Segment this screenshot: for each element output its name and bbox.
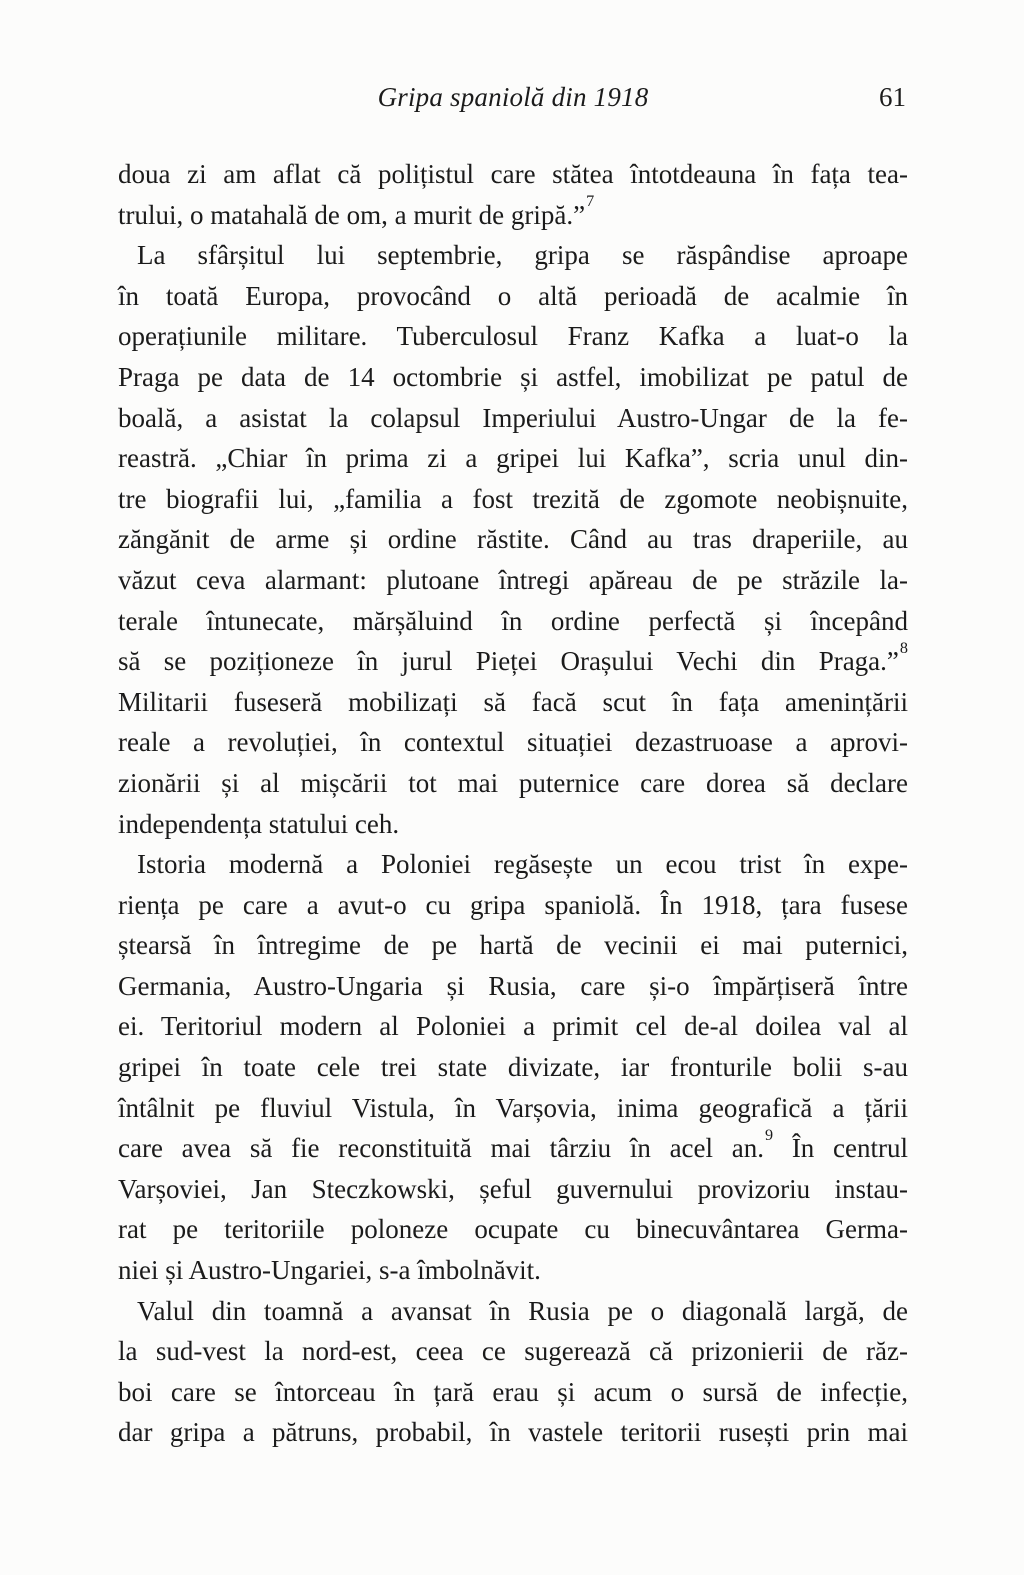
text-line bbox=[118, 357, 908, 398]
text-segment: terale întunecate, mărșăluind în ordine perfectă și începând bbox=[118, 605, 908, 636]
text-segment: trului, o matahală de om, a murit de gripă.” bbox=[118, 199, 586, 230]
text-segment: operațiunile militare. Tuberculosul Franz Kafka a luat-o la bbox=[118, 321, 908, 352]
text-line bbox=[118, 682, 908, 723]
text-segment: zăngănit de arme și ordine răstite. Când au tras draperiile, au bbox=[118, 524, 908, 555]
running-header-title: Gripa spaniolă din 1918 bbox=[377, 82, 649, 112]
text-segment: tre biografii lui, „familia a fost trezită de zgomote neobișnuite, bbox=[118, 483, 908, 514]
text-segment: întâlnit pe fluviul Vistula, în Varșovia, inima geografică a țării bbox=[118, 1092, 908, 1123]
text-segment: niei și Austro-Ungariei, s-a îmbolnăvit. bbox=[118, 1255, 541, 1286]
text-segment: care avea să fie reconstituită mai târziu în acel an. bbox=[118, 1133, 764, 1164]
text-segment: Valul din toamnă a avansat în Rusia pe o diagonală largă, de bbox=[137, 1295, 908, 1326]
text-segment: Istoria modernă a Poloniei regăsește un ecou trist în expe- bbox=[137, 849, 908, 880]
text-segment: rat pe teritoriile poloneze ocupate cu binecuvântarea Germa- bbox=[118, 1214, 908, 1245]
paragraph bbox=[118, 1291, 908, 1453]
text-segment: În centrul bbox=[773, 1133, 908, 1164]
text-segment: riența pe care a avut-o cu gripa spaniolă. În 1918, țara fusese bbox=[118, 889, 908, 920]
text-line bbox=[118, 966, 908, 1007]
text-segment: reale a revoluției, în contextul situației dezastruoase a aprovi- bbox=[118, 727, 908, 758]
text-line bbox=[118, 560, 908, 601]
text-line bbox=[118, 1412, 908, 1453]
text-line bbox=[118, 1088, 908, 1129]
text-segment: boi care se întorceau în țară erau și acum o sursă de infecție, bbox=[118, 1376, 908, 1407]
text-segment: Praga pe data de 14 octombrie și astfel, imobilizat pe patul de bbox=[118, 361, 908, 392]
text-line bbox=[118, 398, 908, 439]
text-line bbox=[118, 438, 908, 479]
footnote-reference: 9 bbox=[765, 1125, 774, 1144]
text-segment: ei. Teritoriul modern al Poloniei a primit cel de-al doilea val al bbox=[118, 1011, 908, 1042]
text-segment: gripei în toate cele trei state divizate, iar fronturile bolii s-au bbox=[118, 1052, 908, 1083]
text-line bbox=[118, 885, 908, 926]
text-segment: să se poziționeze în jurul Pieței Orașului Vechi din Praga.” bbox=[118, 646, 899, 677]
footnote-reference: 8 bbox=[899, 638, 908, 657]
text-line bbox=[118, 154, 908, 195]
text-line bbox=[118, 1250, 908, 1291]
text-line bbox=[118, 1006, 908, 1047]
text-segment: la sud-vest la nord-est, ceea ce sugerează că prizonierii de răz- bbox=[118, 1336, 908, 1367]
text-line bbox=[118, 1331, 908, 1372]
text-segment: în toată Europa, provocând o altă perioadă de acalmie în bbox=[118, 280, 908, 311]
text-line bbox=[118, 763, 908, 804]
text-line bbox=[118, 1125, 908, 1169]
text-segment: Germania, Austro-Ungaria și Rusia, care și-o împărțiseră între bbox=[118, 970, 908, 1001]
text-line bbox=[118, 1372, 908, 1413]
text-segment: văzut ceva alarmant: plutoane întregi apăreau de pe străzile la- bbox=[118, 564, 908, 595]
text-line bbox=[118, 235, 908, 276]
paragraph bbox=[118, 844, 908, 1291]
text-line bbox=[118, 601, 908, 642]
text-line bbox=[118, 316, 908, 357]
text-line bbox=[118, 638, 908, 682]
text-line bbox=[118, 519, 908, 560]
text-line bbox=[118, 722, 908, 763]
page-number: 61 bbox=[879, 82, 906, 112]
text-segment: reastră. „Chiar în prima zi a gripei lui Kafka”, scria unul din- bbox=[118, 443, 908, 474]
text-segment: zionării și al mișcării tot mai puternice care dorea să declare bbox=[118, 767, 908, 798]
text-line bbox=[118, 1047, 908, 1088]
running-header bbox=[118, 82, 908, 118]
footnote-reference: 7 bbox=[586, 192, 595, 211]
text-segment: ștearsă în întregime de pe hartă de vecinii ei mai puternici, bbox=[118, 930, 908, 961]
text-line bbox=[118, 925, 908, 966]
text-segment: dar gripa a pătruns, probabil, în vastele teritorii rusești prin mai bbox=[118, 1417, 908, 1448]
text-segment: Militarii fuseseră mobilizați să facă scut în fața amenințării bbox=[118, 686, 908, 717]
text-line bbox=[118, 192, 908, 236]
text-segment: doua zi am aflat că polițistul care stătea întotdeauna în fața tea- bbox=[118, 159, 908, 189]
text-segment: independența statului ceh. bbox=[118, 808, 400, 839]
text-line bbox=[118, 1169, 908, 1210]
body-text bbox=[118, 154, 908, 1453]
text-segment: La sfârșitul lui septembrie, gripa se răspândise aproape bbox=[137, 240, 908, 271]
paragraph bbox=[118, 235, 908, 844]
text-line bbox=[118, 276, 908, 317]
paragraph bbox=[118, 154, 908, 235]
text-line bbox=[118, 804, 908, 845]
text-line bbox=[118, 1209, 908, 1250]
text-line bbox=[118, 1291, 908, 1332]
text-line bbox=[118, 844, 908, 885]
text-segment: boală, a asistat la colapsul Imperiului Austro-Ungar de la fe- bbox=[118, 402, 908, 433]
text-line bbox=[118, 479, 908, 520]
text-segment: Varșoviei, Jan Steczkowski, șeful guvernului provizoriu instau- bbox=[118, 1173, 908, 1204]
